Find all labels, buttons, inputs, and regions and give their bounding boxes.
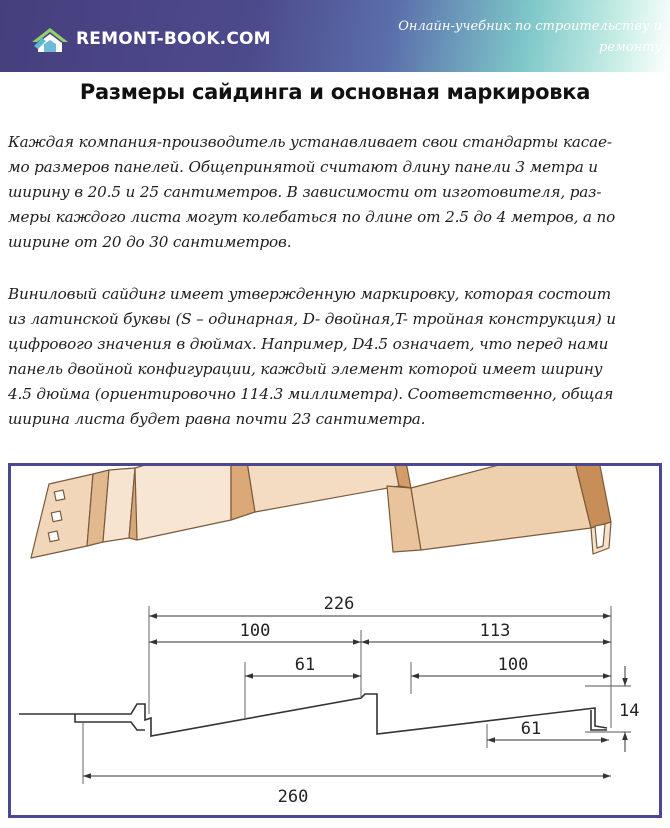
paragraph-line: Виниловый сайдинг имеет утвержденную маркировку, которая состоит: [8, 285, 612, 303]
panel-face-1: [135, 466, 231, 540]
dimension-label-226: 226: [323, 594, 355, 614]
paragraph-marking: [8, 282, 664, 432]
dimension-label-113: 113: [479, 621, 511, 641]
site-logo[interactable]: [30, 22, 271, 56]
siding-panel-3d: [31, 466, 611, 558]
site-header: [0, 0, 670, 72]
paragraph-sizes: [8, 130, 664, 255]
paragraph-line: ширина листа будет равна почти 23 сантиметра.: [8, 410, 426, 428]
paragraph-line: ширине от 20 до 30 сантиметров.: [8, 233, 292, 251]
tagline-line-2: ремонту: [598, 40, 662, 55]
dimension-label-100-left: 100: [239, 621, 271, 641]
dimension-label-61-left: 61: [294, 655, 316, 675]
nailing-hem: [31, 474, 93, 558]
dimension-label-260: 260: [277, 787, 309, 807]
siding-profile-section: [19, 694, 607, 736]
dimension-label-14: 14: [619, 701, 640, 721]
dimension-lines: [83, 616, 625, 776]
paragraph-line: мо размеров панелей. Общепринятой считают длину панели 3 метра и: [8, 158, 598, 176]
house-logo-icon: [30, 24, 70, 54]
dimension-label-100-right: 100: [497, 655, 529, 675]
panel-face-3: [411, 466, 591, 550]
paragraph-line: Каждая компания-производитель устанавливает свои стандарты касае-: [8, 133, 612, 151]
paragraph-line: панель двойной конфигурации, каждый элемент которой имеет ширину: [8, 360, 603, 378]
paragraph-line: меры каждого листа могут колебаться по длине от 2.5 до 4 метров, а по: [8, 208, 616, 226]
tagline-line-1: Онлайн-учебник по строительству и: [398, 19, 662, 34]
logo-text: REMONT-BOOK.COM: [76, 29, 271, 49]
dimension-label-61-right: 61: [520, 719, 542, 739]
page-title: Размеры сайдинга и основная маркировка: [79, 80, 591, 104]
siding-diagram: [11, 466, 659, 815]
paragraph-line: 4.5 дюйма (ориентировочно 114.3 миллиметра). Соответственно, общая: [8, 385, 614, 403]
extension-lines: [83, 606, 631, 784]
site-tagline: [392, 16, 662, 58]
panel-face-2: [243, 466, 399, 512]
paragraph-line: ширину в 20.5 и 25 сантиметров. В зависимости от изготовителя, раз-: [8, 183, 602, 201]
siding-profile-figure: [8, 463, 662, 818]
paragraph-line: из латинской буквы (S – одинарная, D- двойная,T- тройная конструкция) и: [8, 310, 616, 328]
paragraph-line: цифрового значения в дюймах. Например, D4.5 означает, что перед нами: [8, 335, 609, 353]
